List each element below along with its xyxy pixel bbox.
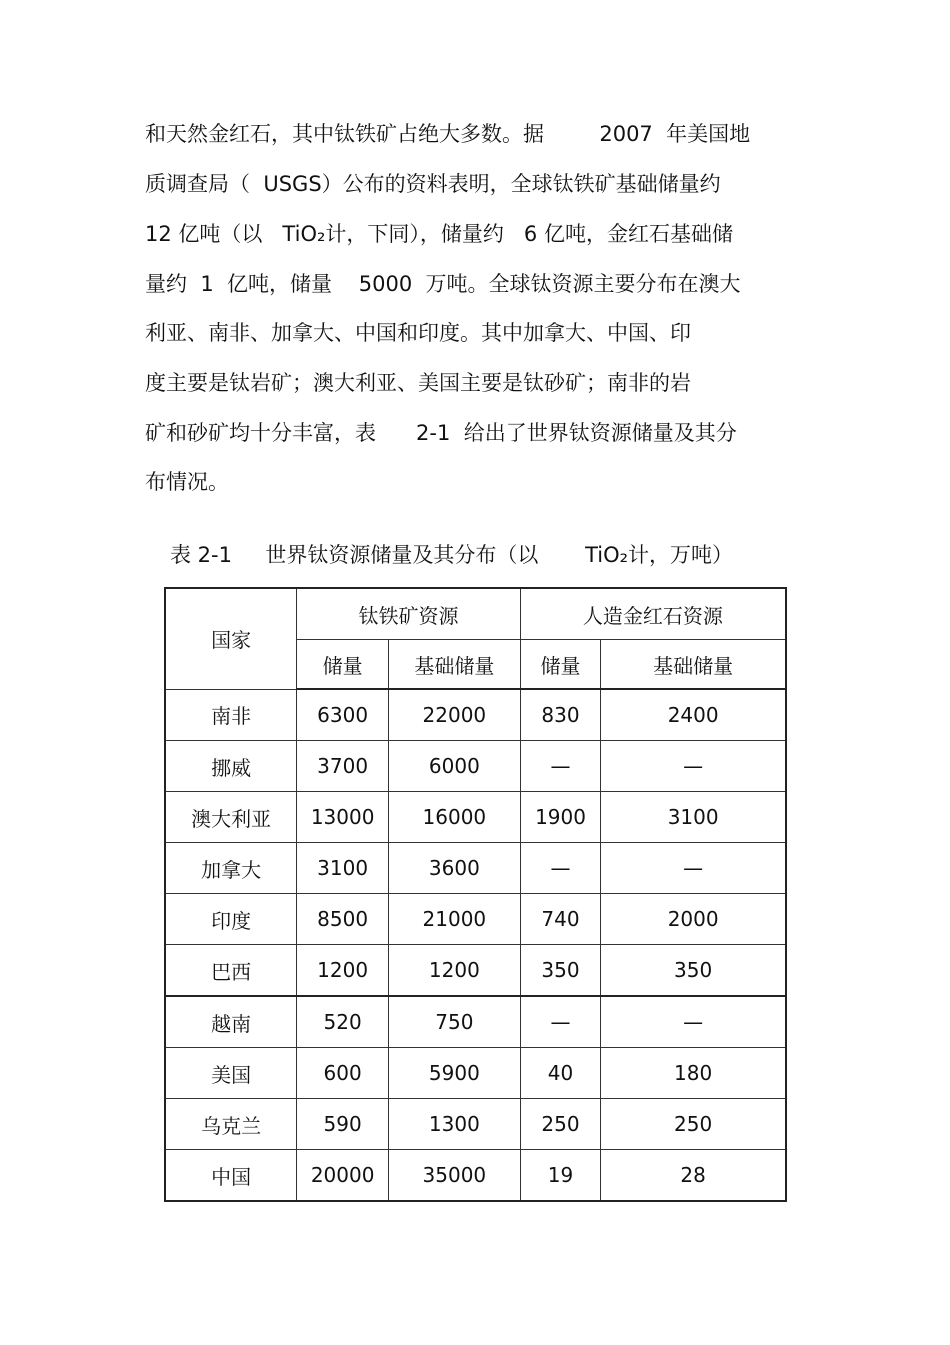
cell-country: 中国 xyxy=(165,1150,297,1202)
cell-ilmenite-reserve: 8500 xyxy=(297,894,389,945)
paragraph-line: 矿和砂矿均十分丰富，表 2-1 给出了世界钛资源储量及其分 xyxy=(145,421,737,445)
header-country: 国家 xyxy=(165,588,297,689)
cell-rutile-base-reserve: 180 xyxy=(601,1048,786,1099)
cell-country: 越南 xyxy=(165,996,297,1048)
cell-ilmenite-reserve: 13000 xyxy=(297,792,389,843)
cell-rutile-base-reserve: 28 xyxy=(601,1150,786,1202)
cell-rutile-reserve: 19 xyxy=(520,1150,601,1202)
cell-ilmenite-base-reserve: 35000 xyxy=(388,1150,520,1202)
table-row xyxy=(165,792,786,843)
table-row xyxy=(165,894,786,945)
table-row xyxy=(165,1150,786,1202)
cell-ilmenite-base-reserve: 6000 xyxy=(388,741,520,792)
cell-country: 巴西 xyxy=(165,945,297,997)
cell-ilmenite-base-reserve: 1200 xyxy=(388,945,520,997)
cell-country: 美国 xyxy=(165,1048,297,1099)
cell-rutile-base-reserve: 3100 xyxy=(601,792,786,843)
cell-country: 南非 xyxy=(165,689,297,741)
paragraph-line: 12 亿吨（以 TiO₂计，下同），储量约 6 亿吨，金红石基础储 xyxy=(145,222,733,246)
cell-rutile-base-reserve: — xyxy=(601,843,786,894)
cell-ilmenite-base-reserve: 1300 xyxy=(388,1099,520,1150)
table-row xyxy=(165,1048,786,1099)
cell-rutile-base-reserve: 250 xyxy=(601,1099,786,1150)
table-row xyxy=(165,843,786,894)
cell-ilmenite-reserve: 600 xyxy=(297,1048,389,1099)
cell-ilmenite-reserve: 520 xyxy=(297,996,389,1048)
cell-rutile-reserve: 1900 xyxy=(520,792,601,843)
cell-rutile-reserve: 350 xyxy=(520,945,601,997)
cell-ilmenite-reserve: 3100 xyxy=(297,843,389,894)
cell-ilmenite-base-reserve: 21000 xyxy=(388,894,520,945)
cell-country: 澳大利亚 xyxy=(165,792,297,843)
cell-rutile-reserve: 250 xyxy=(520,1099,601,1150)
cell-ilmenite-base-reserve: 750 xyxy=(388,996,520,1048)
paragraph-line: 布情况。 xyxy=(145,470,229,494)
cell-ilmenite-base-reserve: 16000 xyxy=(388,792,520,843)
table-row xyxy=(165,689,786,741)
cell-rutile-base-reserve: 2000 xyxy=(601,894,786,945)
cell-rutile-reserve: 830 xyxy=(520,689,601,741)
cell-rutile-base-reserve: 350 xyxy=(601,945,786,997)
table-row xyxy=(165,1099,786,1150)
paragraph-line: 和天然金红石，其中钛铁矿占绝大多数。据 2007 年美国地 xyxy=(145,122,751,146)
cell-ilmenite-base-reserve: 3600 xyxy=(388,843,520,894)
cell-ilmenite-reserve: 3700 xyxy=(297,741,389,792)
paragraph-line: 量约 1 亿吨，储量 5000 万吨。全球钛资源主要分布在澳大 xyxy=(145,272,741,296)
header-synthetic-rutile-resources: 人造金红石资源 xyxy=(520,588,786,640)
header-rutile-base-reserve: 基础储量 xyxy=(601,640,786,690)
cell-country: 乌克兰 xyxy=(165,1099,297,1150)
cell-ilmenite-reserve: 20000 xyxy=(297,1150,389,1202)
cell-rutile-reserve: 740 xyxy=(520,894,601,945)
table-row xyxy=(165,996,786,1048)
cell-ilmenite-reserve: 6300 xyxy=(297,689,389,741)
header-rutile-reserve: 储量 xyxy=(520,640,601,690)
paragraph-line: 度主要是钛岩矿；澳大利亚、美国主要是钛砂矿；南非的岩 xyxy=(145,371,691,395)
cell-ilmenite-base-reserve: 5900 xyxy=(388,1048,520,1099)
cell-ilmenite-base-reserve: 22000 xyxy=(388,689,520,741)
cell-country: 挪威 xyxy=(165,741,297,792)
cell-rutile-reserve: — xyxy=(520,741,601,792)
cell-rutile-reserve: — xyxy=(520,843,601,894)
header-ilmenite-resources: 钛铁矿资源 xyxy=(297,588,520,640)
paragraph-line: 利亚、南非、加拿大、中国和印度。其中加拿大、中国、印 xyxy=(145,321,691,345)
cell-rutile-reserve: — xyxy=(520,996,601,1048)
cell-country: 加拿大 xyxy=(165,843,297,894)
table-row xyxy=(165,945,786,997)
table-caption: 表 2-1 世界钛资源储量及其分布（以 TiO₂计，万吨） xyxy=(170,543,734,567)
cell-country: 印度 xyxy=(165,894,297,945)
cell-ilmenite-reserve: 1200 xyxy=(297,945,389,997)
titanium-reserves-table xyxy=(164,587,787,1202)
cell-rutile-base-reserve: 2400 xyxy=(601,689,786,741)
cell-rutile-base-reserve: — xyxy=(601,741,786,792)
header-ilmenite-reserve: 储量 xyxy=(297,640,389,690)
cell-rutile-reserve: 40 xyxy=(520,1048,601,1099)
header-ilmenite-base-reserve: 基础储量 xyxy=(388,640,520,690)
cell-ilmenite-reserve: 590 xyxy=(297,1099,389,1150)
table-row xyxy=(165,741,786,792)
cell-rutile-base-reserve: — xyxy=(601,996,786,1048)
paragraph-line: 质调查局（ USGS）公布的资料表明，全球钛铁矿基础储量约 xyxy=(145,172,721,196)
